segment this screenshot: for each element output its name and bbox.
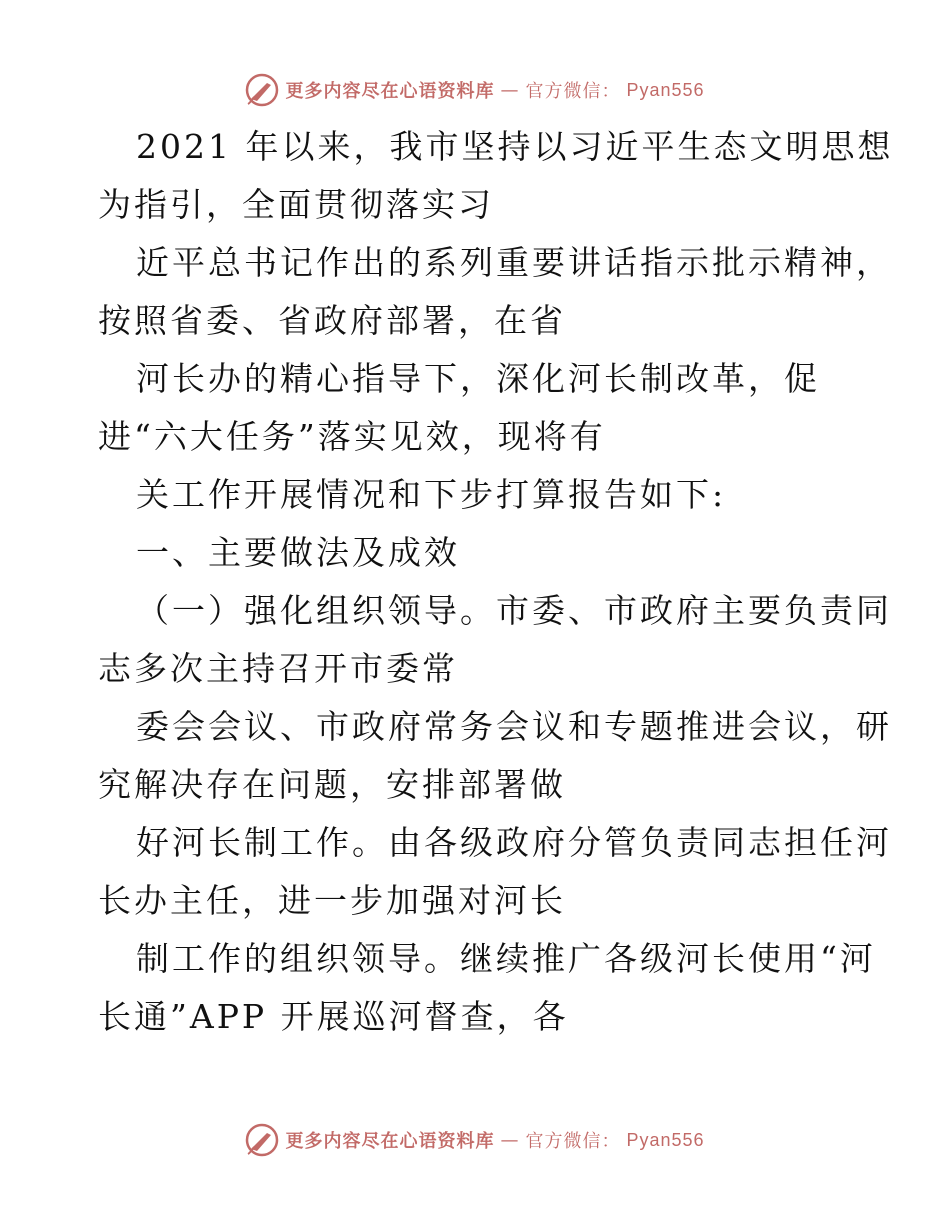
- body-line: 为指引，全面贯彻落实习: [98, 185, 494, 224]
- watermark-main-text: 更多内容尽在心语资料库: [285, 81, 495, 102]
- watermark-id: Pyan556: [626, 1129, 705, 1150]
- body-line: （一）强化组织领导。市委、市政府主要负责同: [136, 591, 892, 630]
- body-line: 进“六大任务”落实见效，现将有: [98, 417, 606, 456]
- body-line: 志多次主持召开市委常: [98, 649, 458, 688]
- watermark-dash: —: [500, 1129, 520, 1151]
- watermark-label: 官方微信：: [525, 81, 621, 102]
- body-line: 关工作开展情况和下步打算报告如下:: [136, 475, 727, 514]
- body-line: 近平总书记作出的系列重要讲话指示批示精神，: [136, 243, 892, 282]
- body-line: 究解决存在问题，安排部署做: [98, 765, 566, 804]
- section-heading: 一、主要做法及成效: [136, 533, 460, 572]
- body-line: 长办主任，进一步加强对河长: [98, 881, 566, 920]
- pen-logo-icon: [245, 1123, 279, 1157]
- body-line: 制工作的组织领导。继续推广各级河长使用“河: [136, 939, 876, 978]
- body-line: 好河长制工作。由各级政府分管负责同志担任河: [136, 823, 892, 862]
- body-line: 河长办的精心指导下，深化河长制改革，促: [136, 359, 820, 398]
- body-line: 按照省委、省政府部署，在省: [98, 301, 566, 340]
- watermark-dash: —: [500, 79, 520, 101]
- body-line: 委会会议、市政府常务会议和专题推进会议，研: [136, 707, 892, 746]
- pen-logo-icon: [245, 73, 279, 107]
- footer-watermark: [0, 1120, 950, 1160]
- document-body: [98, 118, 894, 1046]
- watermark-id: Pyan556: [626, 79, 705, 100]
- body-line: 2021 年以来，我市坚持以习近平生态文明思想: [136, 127, 894, 166]
- header-watermark: [0, 70, 950, 110]
- watermark-label: 官方微信：: [525, 1131, 621, 1152]
- body-line: 长通”APP 开展巡河督查，各: [98, 997, 569, 1036]
- watermark-main-text: 更多内容尽在心语资料库: [285, 1131, 495, 1152]
